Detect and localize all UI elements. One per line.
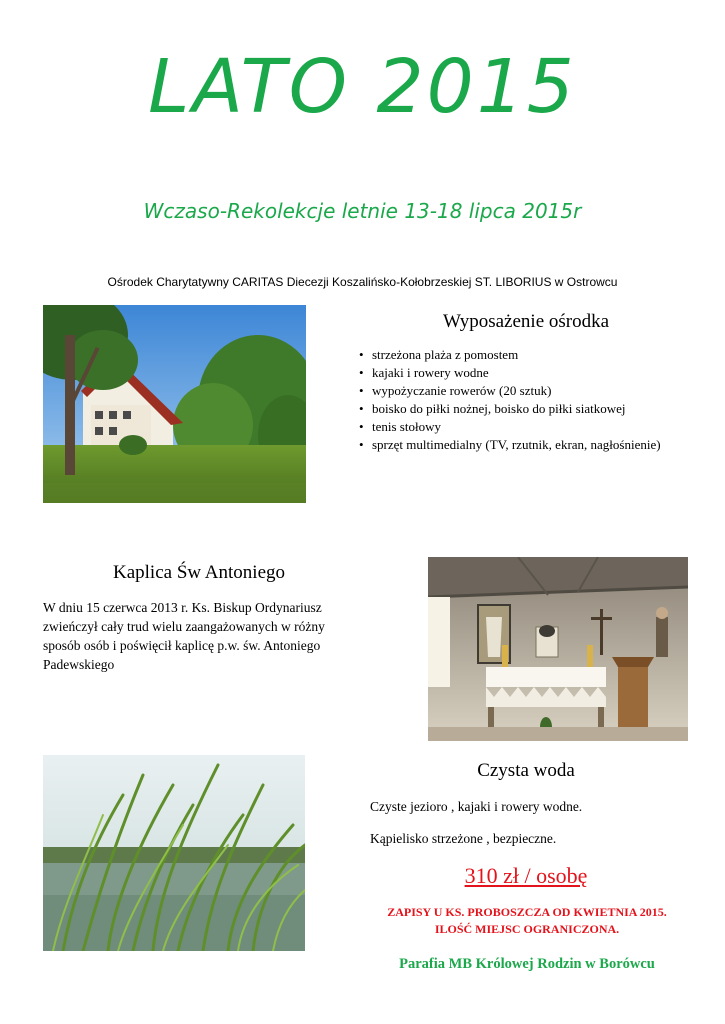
amenity-bike-rental: • wypożyczanie rowerów (20 sztuk) <box>355 382 700 400</box>
amenity-multimedia: • sprzęt multimedialny (TV, rzutnik, ekran, nagłośnienie) <box>355 436 672 454</box>
water-description-line1: Czyste jezioro , kajaki i rowery wodne. <box>370 799 583 814</box>
water-heading: Czysta woda <box>477 760 575 781</box>
chapel-interior-photo <box>428 557 688 741</box>
amenity-kayaks: • kajaki i rowery wodne <box>355 364 700 382</box>
signup-line-1: ZAPISY U KS. PROBOSZCZA OD KWIETNIA 2015. <box>387 905 667 919</box>
parish-name: Parafia MB Królowej Rodzin w Borówcu <box>399 956 655 972</box>
page-title: LATO 2015 <box>148 44 577 130</box>
amenity-beach: • strzeżona plaża z pomostem <box>355 346 700 364</box>
lake-reeds-photo <box>43 755 305 951</box>
amenities-heading: Wyposażenie ośrodka <box>442 311 610 332</box>
signup-notice <box>358 904 696 938</box>
resort-building-photo <box>43 305 306 503</box>
amenities-list <box>355 346 700 454</box>
signup-line-2: ILOŚĆ MIEJSC OGRANICZONA. <box>434 922 620 936</box>
price-per-person: 310 zł / osobę <box>464 863 588 888</box>
chapel-heading: Kaplica Św Antoniego <box>112 562 286 583</box>
amenity-table-tennis: • tenis stołowy <box>355 418 700 436</box>
amenity-sports-fields: • boisko do piłki nożnej, boisko do piłki siatkowej <box>355 400 700 418</box>
event-subtitle: Wczaso-Rekolekcje letnie 13-18 lipca 2015r <box>143 199 582 223</box>
water-description-line2: Kąpielisko strzeżone , bezpieczne. <box>370 831 557 846</box>
organizer-line: Ośrodek Charytatywny CARITAS Diecezji Koszalińsko-Kołobrzeskiej ST. LIBORIUS w Ostrowcu <box>107 275 618 289</box>
chapel-description: W dniu 15 czerwca 2013 r. Ks. Biskup Ordynariusz zwieńczył cały trud wielu zaangażowanych w różny sposób osób i poświęcił kaplicę p.w. św. Antoniego Padewskiego <box>43 600 325 672</box>
